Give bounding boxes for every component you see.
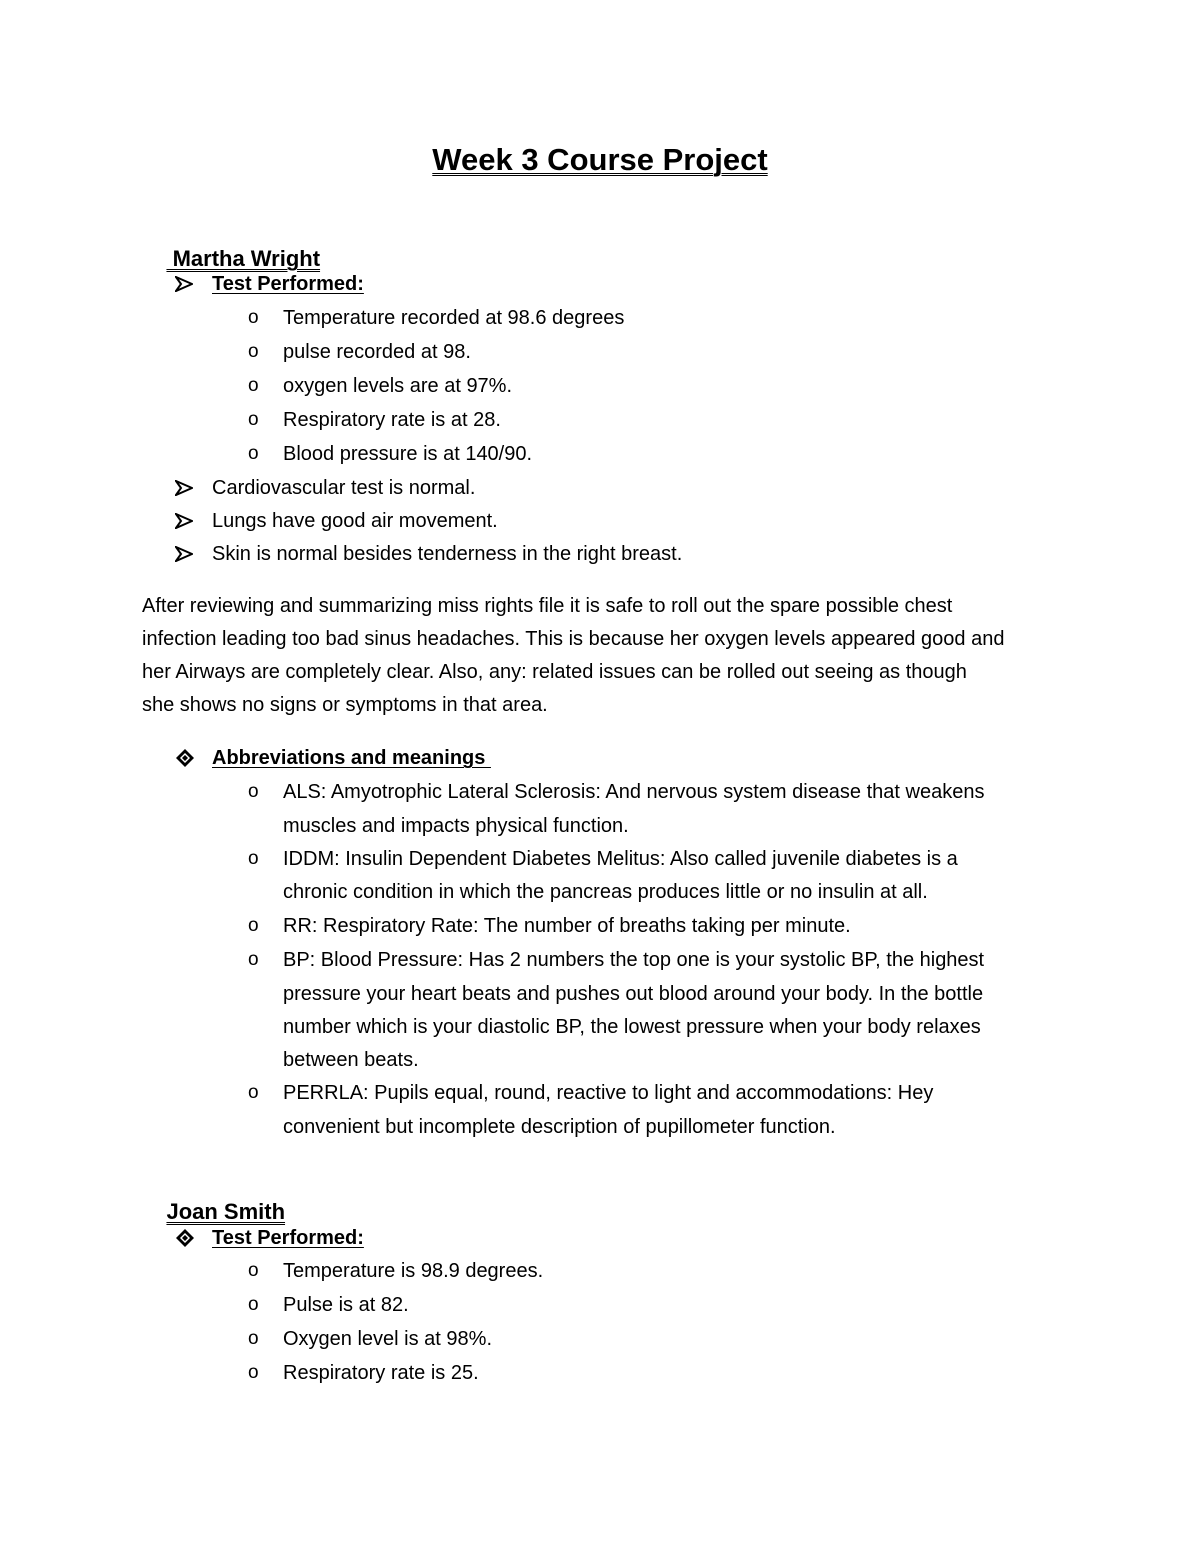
abbreviation-line: number which is your diastolic BP, the lowest pressure when your body relaxes xyxy=(283,1016,981,1038)
circle-bullet-icon: o xyxy=(248,1294,259,1315)
abbreviation-line: RR: Respiratory Rate: The number of breaths taking per minute. xyxy=(283,915,851,937)
circle-bullet-icon: o xyxy=(248,409,259,430)
circle-bullet-icon: o xyxy=(248,915,259,936)
abbreviation-line: pressure your heart beats and pushes out blood around your body. In the bottle xyxy=(283,983,984,1005)
diamond-bullet-icon xyxy=(175,1224,199,1252)
circle-bullet-icon: o xyxy=(248,1328,259,1349)
summary-paragraph-line: After reviewing and summarizing miss rights file it is safe to roll out the spare possible chest xyxy=(142,595,953,617)
list-item: Cardiovascular test is normal. xyxy=(212,477,476,499)
list-item: pulse recorded at 98. xyxy=(283,341,471,363)
abbreviation-line: ALS: Amyotrophic Lateral Sclerosis: And nervous system disease that weakens xyxy=(283,781,985,803)
circle-bullet-icon: o xyxy=(248,1260,259,1281)
abbreviation-line: BP: Blood Pressure: Has 2 numbers the top one is your systolic BP, the highest xyxy=(283,949,985,971)
list-item: Oxygen level is at 98%. xyxy=(283,1328,492,1350)
list-item: Pulse is at 82. xyxy=(283,1294,409,1316)
circle-bullet-icon: o xyxy=(248,1362,259,1383)
arrow-bullet-icon xyxy=(175,507,199,535)
circle-bullet-icon: o xyxy=(248,307,259,328)
circle-bullet-icon: o xyxy=(248,375,259,396)
arrow-bullet-icon xyxy=(175,474,199,502)
patient-name-heading: Joan Smith xyxy=(166,1199,286,1224)
list-item: Temperature is 98.9 degrees. xyxy=(283,1260,544,1282)
document-title: Week 3 Course Project xyxy=(432,142,768,177)
list-item: Respiratory rate is at 28. xyxy=(283,409,501,431)
summary-paragraph-line: infection leading too bad sinus headaches. This is because her oxygen levels appeared good and xyxy=(142,628,1005,650)
list-item: Respiratory rate is 25. xyxy=(283,1362,479,1384)
circle-bullet-icon: o xyxy=(248,781,259,802)
abbreviation-line: muscles and impacts physical function. xyxy=(283,815,629,837)
circle-bullet-icon: o xyxy=(248,949,259,970)
circle-bullet-icon: o xyxy=(248,1082,259,1103)
abbreviation-line: IDDM: Insulin Dependent Diabetes Melitus: Also called juvenile diabetes is a xyxy=(283,848,958,870)
abbreviation-line: chronic condition in which the pancreas produces little or no insulin at all. xyxy=(283,881,928,903)
tests-heading: Test Performed: xyxy=(212,273,364,295)
circle-bullet-icon: o xyxy=(248,341,259,362)
abbreviation-line: PERRLA: Pupils equal, round, reactive to light and accommodations: Hey xyxy=(283,1082,934,1104)
list-item: Lungs have good air movement. xyxy=(212,510,498,532)
abbreviation-line: between beats. xyxy=(283,1049,419,1071)
arrow-bullet-icon xyxy=(175,540,199,568)
abbreviations-heading: Abbreviations and meanings xyxy=(212,747,491,769)
tests-heading: Test Performed: xyxy=(212,1227,364,1249)
abbreviation-line: convenient but incomplete description of pupillometer function. xyxy=(283,1116,836,1138)
circle-bullet-icon: o xyxy=(248,443,259,464)
circle-bullet-icon: o xyxy=(248,848,259,869)
list-item: Skin is normal besides tenderness in the right breast. xyxy=(212,543,683,565)
diamond-bullet-icon xyxy=(175,744,199,772)
arrow-bullet-icon xyxy=(175,270,199,298)
patient-name-heading: Martha Wright xyxy=(166,246,321,271)
list-item: Temperature recorded at 98.6 degrees xyxy=(283,307,625,329)
list-item: oxygen levels are at 97%. xyxy=(283,375,513,397)
summary-paragraph-line: she shows no signs or symptoms in that area. xyxy=(142,694,548,716)
summary-paragraph-line: her Airways are completely clear. Also, any: related issues can be rolled out seeing as though xyxy=(142,661,967,683)
list-item: Blood pressure is at 140/90. xyxy=(283,443,533,465)
